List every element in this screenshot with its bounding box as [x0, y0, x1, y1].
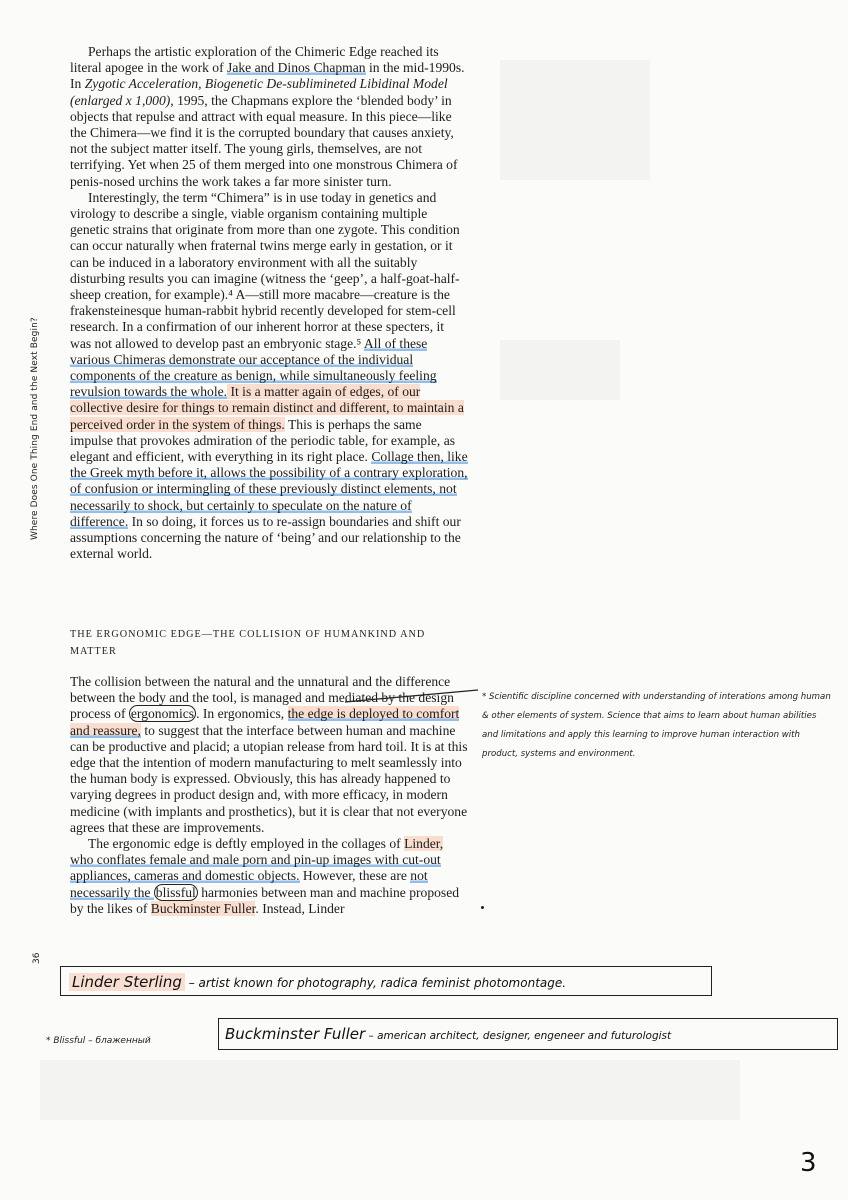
running-title: Where Does One Thing End and the Next Begin? — [30, 317, 40, 540]
note-ergonomics: * Scientific discipline concerned with understanding of interations among human & other elements of system. Science that aims to learn about human abilities and limitations and apply this learning to improve human interaction with product, systems and environment. — [482, 692, 831, 759]
artwork-title: Zygotic Acceleration, Biogenetic De-sublimineted Libidinal Model (enlarged x 1,000) — [70, 76, 448, 108]
note-fuller-desc: – american architect, designer, engeneer and futurologist — [365, 1030, 672, 1042]
paragraph-linder: The ergonomic edge is deftly employed in the collages of Linder, who conflates female and male porn and pin-up images with cut-out appliances, cameras and domestic objects. However, these are not necessarily the blissful harmonies between man and machine proposed by the likes of Buckminster Fuller. Instead, Linder — [70, 836, 460, 916]
highlight-comfort: the edge is deployed to comfort and reassure, — [70, 706, 460, 738]
highlight-not-necessarily: not necessarily the — [70, 868, 428, 900]
highlight-conflates: who conflates female and male porn and pin-up images with cut-out appliances, cameras and domestic objects. — [70, 852, 441, 884]
note-fuller-box — [218, 1018, 838, 1050]
note-linder-name: Linder Sterling — [69, 973, 185, 991]
circled-blissful: blissful — [155, 884, 196, 900]
paragraph-chimera: Interestingly, the term “Chimera” is in use today in genetics and virology to describe a single, viable organism containing multiple genetic strains that originate from more than one zygote. This condition can occur naturally when fraternal twins merge early in gestation, or it can be induced in a laboratory environment with all the suitably disturbing results you can imagine (witness the ‘geep’, a half-goat-half-sheep creation, for example).⁴ A—still more macabre—creature is the frakensteinesque human-rabbit hybrid recently developed for stem-cell research. In a confirmation of our inherent horror at these specters, it was not allowed to develop past an embryonic stage.⁵ All of these various Chimeras demonstrate our acceptance of the individual components of the creature as benign, while simultaneously feeling revulsion towards the whole. It is a matter again of edges, of our collective desire for things to remain distinct and different, to maintain a perceived order in the system of things. This is perhaps the same impulse that provokes admiration of the periodic table, for example, as elegant and efficient, with everything in its right place. Collage then, like the Greek myth before it, allows the possibility of a contrary exploration, of confusion or intermingling of these previously distinct elements, not necessarily to shock, but certainly to speculate on the nature of difference. In so doing, it forces us to re-assign boundaries and shift our assumptions concerning the nature of ‘being’ and our relationship to the external world. — [70, 189, 468, 562]
highlight-linder: Linder, — [404, 836, 444, 852]
note-fuller-name: Buckminster Fuller — [225, 1025, 366, 1043]
paragraph-chapman: Perhaps the artistic exploration of the Chimeric Edge reached its literal apogee in the work of Jake and Dinos Chapman in the mid-1990s. In Zygotic Acceleration, Biogenetic De-sublimineted Libidinal Model (enlarged x 1,000), 1995, the Chapmans explore the ‘blended body’ in objects that repulse and attract with equal measure. In this piece—like the Chimera—we find it is the corrupted boundary that causes anxiety, not the subject matter itself. The young girls, themselves, are not terrifying. Yet when 25 of them merged into one monstrous Chimera of penis-nosed urchins the work takes a far more sinister turn. — [70, 44, 465, 189]
section-heading: THE ERGONOMIC EDGE—THE COLLISION OF HUMANKIND AND MATTER — [70, 629, 426, 657]
pen-dot — [481, 906, 484, 909]
highlight-chapman: Jake and Dinos Chapman — [227, 60, 366, 76]
note-blissful: * Blissful – блаженный — [46, 1036, 151, 1046]
paragraph-ergonomics: The collision between the natural and the unnatural and the difference between the body and the tool, is managed and mediated by the design process of ergonomics . In ergonomics, the edge is deployed to comfort and reassure, to suggest that the interface between human and machine can be productive and placid; a utopian release from hard toil. It is at this edge that the intention of modern manufacturing to melt seamlessly into the human body is expressed. Obviously, this has already happened to varying degrees in product design and, with more efficacy, in modern medicine (with implants and prosthetics), but it is clear that not everyone agrees that these are improvements. — [70, 674, 468, 835]
highlight-edges: It is a matter again of edges, of our collective desire for things to remain distinct and different, to maintain a perceived order in the system of things. — [70, 384, 464, 432]
highlight-fuller: Buckminster Fuller — [150, 900, 256, 916]
note-linder-desc: – artist known for photography, radica feminist photomontage. — [184, 976, 567, 990]
circled-ergonomics: ergonomics — [130, 706, 195, 722]
corner-page-number: 3 — [800, 1148, 817, 1178]
page-number: 36 — [32, 952, 42, 964]
note-linder-box — [60, 966, 712, 996]
highlight-collage: Collage then, like the Greek myth before it, allows the possibility of a contrary exploration, of confusion or intermingling of these previously distinct elements, not necessarily to shock, but certainly to speculate on the nature of difference. — [70, 449, 468, 529]
highlight-acceptance: All of these various Chimeras demonstrate our acceptance of the individual components of the creature as benign, while simultaneously feeling revulsion towards the whole. — [70, 335, 437, 400]
